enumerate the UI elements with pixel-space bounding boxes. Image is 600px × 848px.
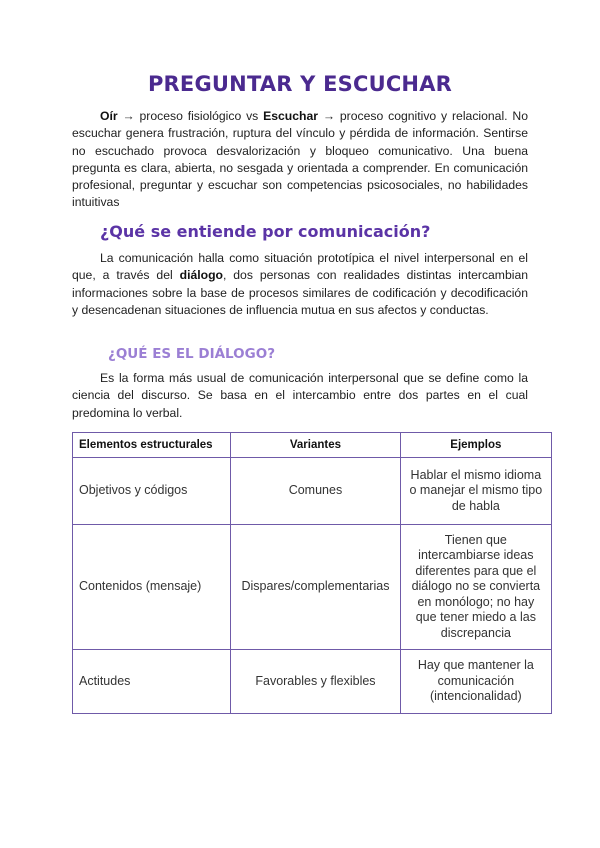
section-heading-dialogo: ¿QUÉ ES EL DIÁLOGO? <box>108 346 276 362</box>
table-cell-variant: Dispares/complementarias <box>231 525 400 650</box>
dialogo-paragraph: Es la forma más usual de comunicación interpersonal que se define como la ciencia del discurso. Se basa en el intercambio entre dos partes en el cual predomina lo verbal. <box>72 371 528 420</box>
intro-text-2: → proceso cognitivo y relacional. No escuchar genera frustración, ruptura del vínculo y pérdida de información. Sentirse no escuchado provoca desvalorización y bloqueo comunicativo. Una buena pregunta es clara, abierta, no sesgada y orientada a comprender. En comunicación profesional, preguntar y escuchar son competencias psicosociales, no habilidades intuitivas <box>72 109 528 210</box>
table-row <box>73 458 552 525</box>
dialogo-section <box>72 370 528 422</box>
table-cell-element: Contenidos (mensaje) <box>73 525 231 650</box>
table-row <box>73 650 552 714</box>
comunicacion-text-1: La comunicación halla como situación prototípica el nivel interpersonal en el que, a través del <box>72 251 528 283</box>
dialogo-term: diálogo <box>179 268 223 283</box>
table-cell-example: Hay que mantener la comunicación (intencionalidad) <box>400 650 551 714</box>
elements-table <box>72 432 552 714</box>
table-cell-example: Tienen que intercambiarse ideas diferentes para que el diálogo no se convierta en monólogo; no hay que tener miedo a las discrepancia <box>400 525 551 650</box>
escuchar-term: Escuchar <box>263 109 318 123</box>
page-title: PREGUNTAR Y ESCUCHAR <box>147 72 453 96</box>
comunicacion-section <box>72 250 528 319</box>
table-header-row <box>73 433 552 458</box>
table-header-ejemplos: Ejemplos <box>400 433 551 458</box>
intro-section <box>72 108 528 212</box>
intro-text-1: → proceso fisiológico vs <box>117 109 264 123</box>
table-header-variantes: Variantes <box>231 433 400 458</box>
comunicacion-paragraph <box>72 250 528 319</box>
table-row <box>73 525 552 650</box>
table-cell-example: Hablar el mismo idioma o manejar el mismo tipo de habla <box>400 458 551 525</box>
table-header-elementos: Elementos estructurales <box>73 433 231 458</box>
table-cell-element: Actitudes <box>73 650 231 714</box>
table-cell-variant: Favorables y flexibles <box>231 650 400 714</box>
intro-paragraph <box>72 108 528 212</box>
table-cell-variant: Comunes <box>231 458 400 525</box>
section-heading-comunicacion: ¿Qué se entiende por comunicación? <box>100 222 431 241</box>
table-cell-element: Objetivos y códigos <box>73 458 231 525</box>
comunicacion-text-2: , dos personas con realidades distintas intercambian informaciones sobre la base de procesos similares de codificación y decodificación y desencadenan situaciones de influencia mutua en sus afectos y conductas. <box>72 268 529 317</box>
oir-term: Oír <box>100 109 118 123</box>
